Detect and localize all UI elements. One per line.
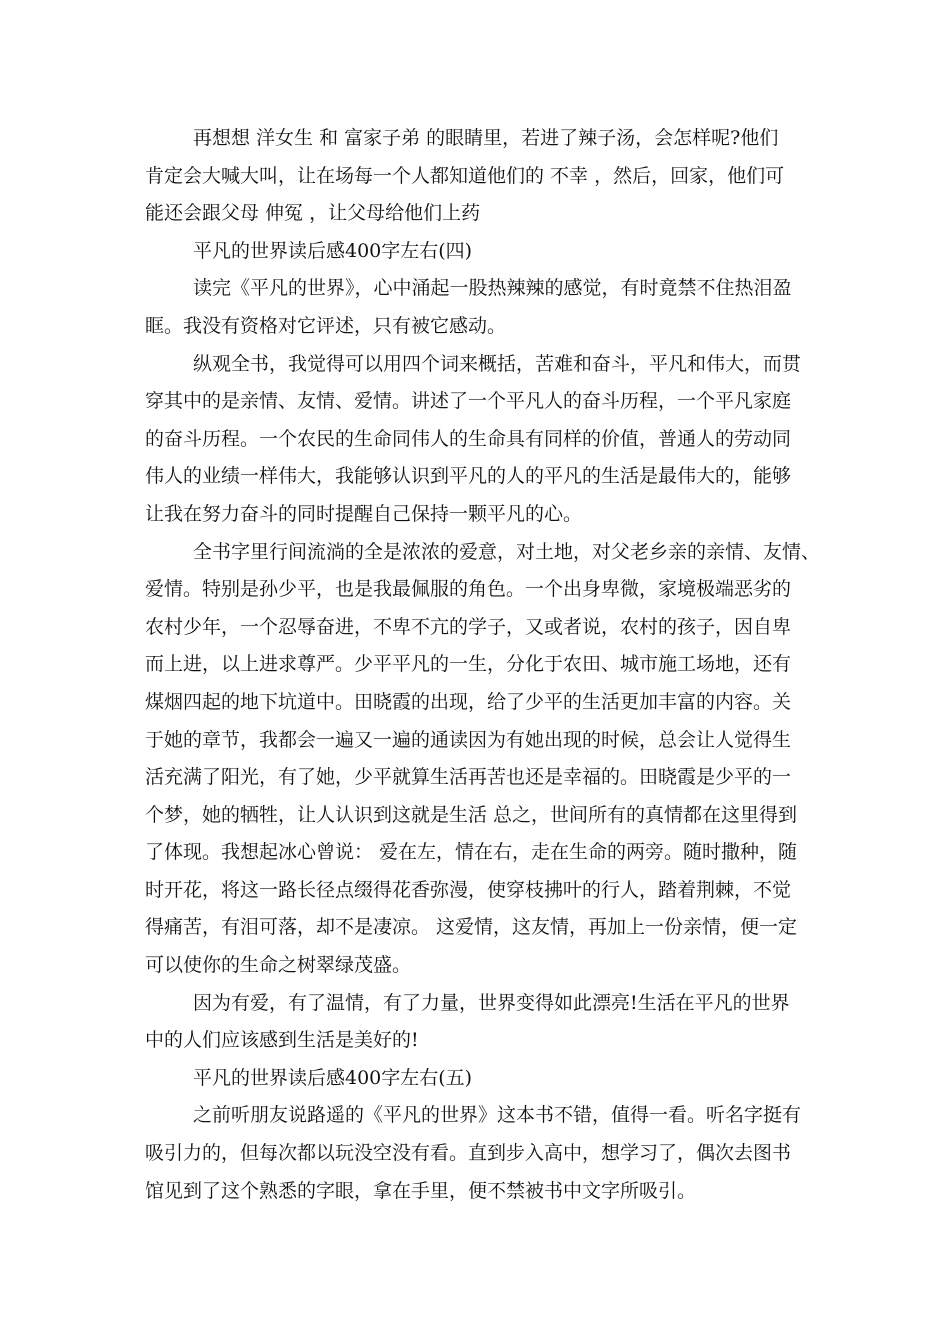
text-line: 读完《平凡的世界》，心中涌起一股热辣辣的感觉，有时竟禁不住热泪盈 xyxy=(193,277,792,300)
text-line: 吸引力的，但每次都以玩没空没有看。直到步入高中，想学习了，偶次去图书 xyxy=(145,1142,792,1165)
text-line: 农村少年，一个忍辱奋进，不卑不亢的学子，又或者说，农村的孩子，因自卑 xyxy=(145,615,792,638)
text-line: 肯定会大喊大叫，让在场每一个人都知道他们的 不幸 ，然后，回家，他们可 xyxy=(145,164,785,187)
text-line: 馆见到了这个熟悉的字眼，拿在手里，便不禁被书中文字所吸引。 xyxy=(145,1179,697,1202)
text-line: 于她的章节，我都会一遍又一遍的通读因为有她出现的时候，总会让人觉得生 xyxy=(145,728,792,751)
text-line: 伟人的业绩一样伟大，我能够认识到平凡的人的平凡的生活是最伟大的，能够 xyxy=(145,465,792,488)
text-line: 个梦，她的牺牲，让人认识到这就是生活 总之，世间所有的真情都在这里得到 xyxy=(145,803,798,826)
text-line: 可以使你的生命之树翠绿茂盛。 xyxy=(145,954,412,977)
text-line: 而上进，以上进求尊严。少平平凡的一生，分化于农田、城市施工场地，还有 xyxy=(145,653,792,676)
text-line: 平凡的世界读后感400字左右(四) xyxy=(193,239,473,262)
text-line: 之前听朋友说路遥的《平凡的世界》这本书不错，值得一看。听名字挺有 xyxy=(193,1104,802,1127)
text-line: 能还会跟父母 伸冤 ，让父母给他们上药 xyxy=(145,202,481,225)
text-line: 时开花，将这一路长径点缀得花香弥漫，使穿枝拂叶的行人，踏着荆棘，不觉 xyxy=(145,878,792,901)
text-line: 全书字里行间流淌的全是浓浓的爱意，对土地，对父老乡亲的亲情、友情、 xyxy=(193,540,821,563)
text-line: 得痛苦，有泪可落，却不是凄凉。 这爱情，这友情，再加上一份亲情，便一定 xyxy=(145,916,798,939)
text-line: 眶。我没有资格对它评述，只有被它感动。 xyxy=(145,314,507,337)
text-line: 穿其中的是亲情、友情、爱情。讲述了一个平凡人的奋斗历程，一个平凡家庭 xyxy=(145,390,792,413)
text-line: 因为有爱，有了温情，有了力量，世界变得如此漂亮!生活在平凡的世界 xyxy=(193,991,790,1014)
text-line: 再想想 洋女生 和 富家子弟 的眼睛里，若进了辣子汤，会怎样呢?他们 xyxy=(193,127,779,149)
text-line: 的奋斗历程。一个农民的生命同伟人的生命具有同样的价值，普通人的劳动同 xyxy=(145,427,792,450)
text-line: 纵观全书，我觉得可以用四个词来概括，苦难和奋斗，平凡和伟大，而贯 xyxy=(193,352,802,375)
document-body xyxy=(145,120,825,1210)
text-line: 爱情。特别是孙少平，也是我最佩服的角色。一个出身卑微，家境极端恶劣的 xyxy=(145,578,792,601)
text-line: 平凡的世界读后感400字左右(五) xyxy=(193,1066,473,1089)
text-line: 了体现。我想起冰心曾说： 爱在左，情在右，走在生命的两旁。随时撒种，随 xyxy=(145,841,798,864)
text-line: 煤烟四起的地下坑道中。田晓霞的出现，给了少平的生活更加丰富的内容。关 xyxy=(145,690,792,713)
text-line: 中的人们应该感到生活是美好的! xyxy=(145,1029,419,1052)
text-line: 让我在努力奋斗的同时提醒自己保持一颗平凡的心。 xyxy=(145,502,583,525)
text-line: 活充满了阳光，有了她，少平就算生活再苦也还是幸福的。田晓霞是少平的一 xyxy=(145,766,792,789)
